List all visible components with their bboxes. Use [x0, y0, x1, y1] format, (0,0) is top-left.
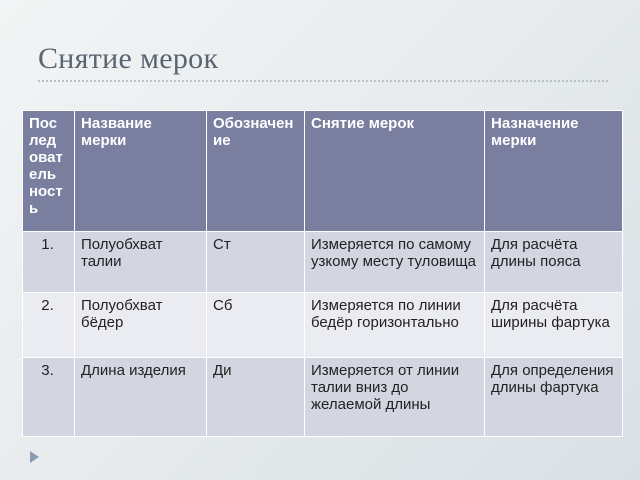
- measure-code: Сб: [207, 293, 305, 358]
- table-row: [23, 293, 623, 358]
- header-sequence: Пос лед оват ель ност ь: [23, 111, 75, 232]
- header-measuring: Снятие мерок: [305, 111, 485, 232]
- table-row: [23, 358, 623, 437]
- header-measure-name: Название мерки: [75, 111, 207, 232]
- measure-method: Измеряется от линии талии вниз до желаемой длины: [305, 358, 485, 437]
- measure-purpose: Для определения длины фартука: [485, 358, 623, 437]
- table-header-row: [23, 111, 623, 232]
- header-purpose: Назначение мерки: [485, 111, 623, 232]
- measure-method: Измеряется по самому узкому месту туловища: [305, 232, 485, 293]
- page-title: Снятие мерок: [38, 42, 219, 75]
- header-designation: Обозначение: [207, 111, 305, 232]
- measurements-table: [22, 110, 623, 437]
- row-number: 1.: [23, 232, 75, 293]
- measure-name: Длина изделия: [75, 358, 207, 437]
- measure-name: Полуобхват бёдер: [75, 293, 207, 358]
- measure-purpose: Для расчёта ширины фартука: [485, 293, 623, 358]
- triangle-right-icon[interactable]: [30, 451, 39, 463]
- measure-code: Ди: [207, 358, 305, 437]
- row-number: 2.: [23, 293, 75, 358]
- measure-name: Полуобхват талии: [75, 232, 207, 293]
- table-row: [23, 232, 623, 293]
- title-divider: [38, 80, 608, 82]
- measure-purpose: Для расчёта длины пояса: [485, 232, 623, 293]
- row-number: 3.: [23, 358, 75, 437]
- measure-code: Ст: [207, 232, 305, 293]
- measure-method: Измеряется по линии бедёр горизонтально: [305, 293, 485, 358]
